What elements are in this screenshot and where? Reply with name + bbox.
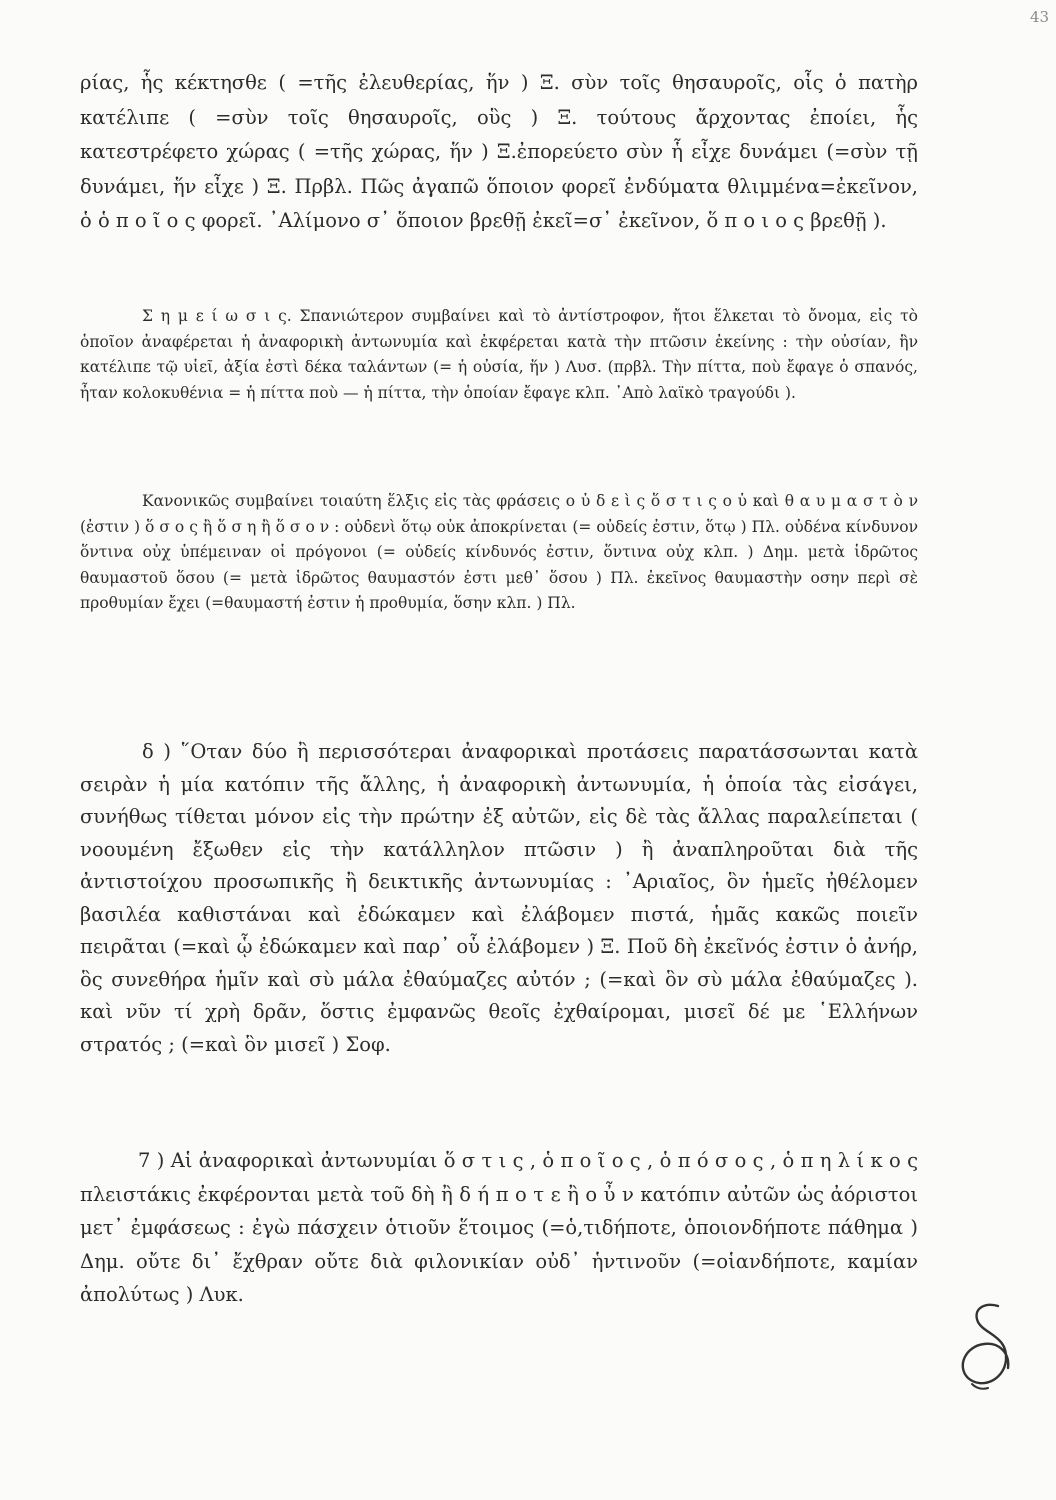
handwritten-delta-mark: [948, 1298, 1028, 1398]
section-note: [80, 304, 918, 406]
section-7-indefinite-relatives: [80, 1144, 918, 1312]
page-number: 43: [1030, 8, 1050, 26]
section-regular-attraction: [80, 489, 918, 617]
paragraph-note: Σ η μ ε ί ω σ ι ς. Σπανιώτερον συμβαίνει καὶ τὸ ἀντίστροφον, ἤτοι ἕλκεται τὸ ὄνομα, εἰς τὸ ὁποῖον ἀναφέρεται ἡ ἀναφορικὴ ἀντωνυμία καὶ ἐκφέρεται κατὰ τὴν πτῶσιν ἐκείνης : τὴν οὐσίαν, ἣν κατέλιπε τῷ υἱεῖ, ἀξία ἐστὶ δέκα ταλάντων (= ἡ οὐσία, ἥν ) Λυσ. (πρβλ. Τὴν πίττα, ποὺ ἔφαγε ὁ σπανός, ἦταν κολοκυθένια = ἡ πίττα ποὺ — ἡ πίττα, τὴν ὁποίαν ἔφαγε κλπ. ᾿Απὸ λαϊκὸ τραγούδι ).: [80, 307, 918, 402]
paragraph-continuation: ρίας, ἧς κέκτησθε ( =τῆς ἐλευθερίας, ἥν ) Ξ. σὺν τοῖς θησαυροῖς, οἷς ὁ πατὴρ κατέλιπε ( =σὺν τοῖς θησαυροῖς, οὓς ) Ξ. τούτους ἄρχοντας ἐποίει, ἧς κατεστρέφετο χώρας ( =τῆς χώρας, ἥν ) Ξ.ἐπορεύετο σὺν ἧ εἶχε δυνάμει (=σὺν τῇ δυνάμει, ἥν εἶχε ) Ξ. Πρβλ. Πῶς ἀγαπῶ ὅποιον φορεῖ ἐνδύματα θλιμμένα=ἐκεῖνον, ὁ ὁ π ο ῖ ο ς φορεῖ. ᾿Αλίμονο σ᾿ ὅποιον βρεθῇ ἐκεῖ=σ᾿ ἐκεῖνον, ὅ π ο ι ο ς βρεθῇ ).: [80, 71, 918, 232]
section-6-coordinated-relatives: [80, 736, 918, 1061]
paragraph-regular-attraction: Κανονικῶς συμβαίνει τοιαύτη ἕλξις εἰς τὰς φράσεις ο ὐ δ ε ὶ ς ὅ σ τ ι ς ο ὐ καὶ θ α υ μ α σ τ ὸ ν (ἐστιν ) ὅ σ ο ς ἢ ὅ σ η ἢ ὅ σ ο ν : οὐδενὶ ὅτῳ οὐκ ἀποκρίνεται (= οὐδείς ἐστιν, ὅτῳ ) Πλ. οὐδένα κίνδυνον ὅντινα οὐχ ὑπέμειναν οἱ πρόγονοι (= οὐδείς κίνδυνός ἐστιν, ὅντινα οὐχ κλπ. ) Δημ. μετὰ ἱδρῶτος θαυμαστοῦ ὅσου (= μετὰ ἱδρῶτος θαυμαστόν ἐστι μεθ᾿ ὅσου ) Πλ. ἐκεῖνος θαυμαστὴν οσην περὶ σὲ προθυμίαν ἔχει (=θαυμαστή ἐστιν ἡ προθυμία, ὅσην κλπ. ) Πλ.: [80, 492, 918, 612]
paragraph-6: δ ) ῞Οταν δύο ἢ περισσότεραι ἀναφορικαὶ προτάσεις παρατάσσωνται κατὰ σειρὰν ἡ μία κατόπιν τῆς ἄλλης, ἡ ἀναφορικὴ ἀντωνυμία, ἡ ὁποία τὰς εἰσάγει, συνήθως τίθεται μόνον εἰς τὴν πρώτην ἐξ αὐτῶν, εἰς δὲ τὰς ἄλλας παραλείπεται ( νοουμένη ἔξωθεν εἰς τὴν κατάλληλον πτῶσιν ) ἢ ἀναπληροῦται διὰ τῆς ἀντιστοίχου προσωπικῆς ἢ δεικτικῆς ἀντωνυμίας : ᾿Αριαῖος, ὃν ἡμεῖς ἠθέλομεν βασιλέα καθιστάναι καὶ ἐδώκαμεν καὶ ἐλάβομεν πιστά, ἡμᾶς κακῶς ποιεῖν πειρᾶται (=καὶ ᾧ ἐδώκαμεν καὶ παρ᾿ οὗ ἐλάβομεν ) Ξ. Ποῦ δὴ ἐκεῖνός ἐστιν ὁ ἀνήρ, ὃς συνεθήρα ἡμῖν καὶ σὺ μάλα ἐθαύμαζες αὐτόν ; (=καὶ ὃν σὺ μάλα ἐθαύμαζες ). καὶ νῦν τί χρὴ δρᾶν, ὅστις ἐμφανῶς θεοῖς ἐχθαίρομαι, μισεῖ δέ με ῾Ελλήνων στρατός ; (=καὶ ὃν μισεῖ ) Σοφ.: [80, 740, 918, 1056]
paragraph-7: 7 ) Αἱ ἀναφορικαὶ ἀντωνυμίαι ὅ σ τ ι ς , ὁ π ο ῖ ο ς , ὁ π ό σ ο ς , ὁ π η λ ί κ ο ς πλειστάκις ἐκφέρονται μετὰ τοῦ δὴ ἢ δ ή π ο τ ε ἢ ο ὖ ν κατόπιν αὐτῶν ὡς ἀόριστοι μετ᾿ ἐμφάσεως : ἐγὼ πάσχειν ὁτιοῦν ἕτοιμος (=ὁ,τιδήποτε, ὁποιονδήποτε πάθημα ) Δημ. οὔτε δι᾿ ἔχθραν οὔτε διὰ φιλονικίαν οὐδ᾿ ἡντινοῦν (=οἱανδήποτε, καμίαν ἀπολύτως ) Λυκ.: [80, 1149, 918, 1306]
section-relative-attraction-examples: [80, 66, 918, 239]
